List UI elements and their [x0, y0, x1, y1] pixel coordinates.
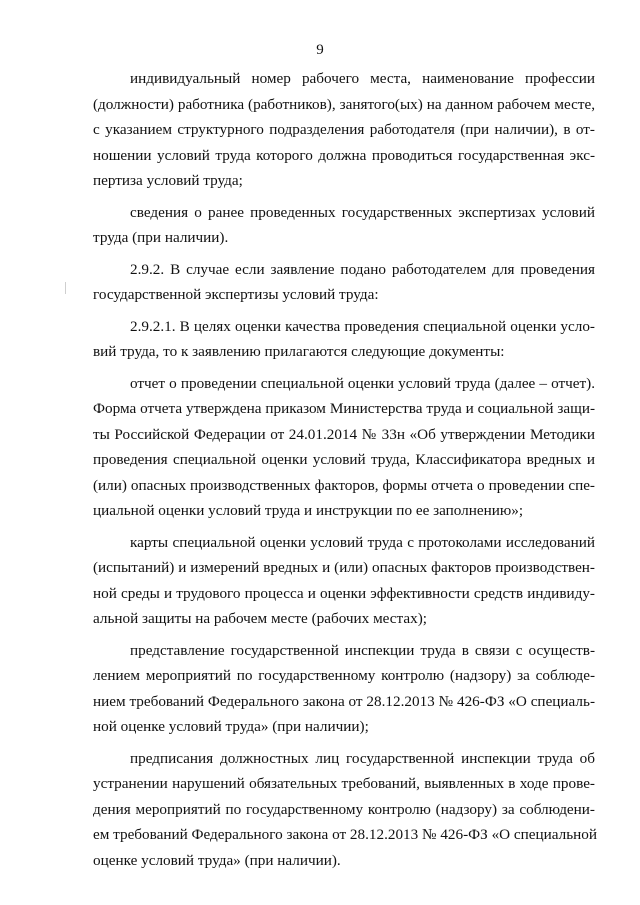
text-line: ношении условий труда которого должна проводиться государственная экс- — [93, 146, 595, 164]
text-line: (или) опасных производственных факторов, формы отчета о проведении спе- — [93, 476, 595, 494]
text-line: труда (при наличии). — [93, 229, 229, 246]
text-line: ты Российской Федерации от 24.01.2014 № 33н «Об утверждении Методики — [93, 425, 595, 443]
paragraph-2-9-2 — [93, 257, 595, 308]
text-line: проведения специальной оценки условий труда, Классификатора вредных и — [93, 451, 595, 468]
text-line: устранении нарушений обязательных требований, выявленных в ходе прове- — [93, 775, 595, 792]
text-line: циальной оценки условий труда и инструкции по ее заполнению»; — [93, 502, 524, 519]
paragraph-assessment-cards — [93, 530, 595, 632]
text-line: ной оценке условий труда» (при наличии); — [93, 718, 369, 735]
text-line: оценке условий труда» (при наличии). — [93, 851, 341, 869]
text-line: ем требований Федерального закона от 28.12.2013 № 426-ФЗ «О специальной — [93, 826, 598, 843]
paragraph-previous-expertise — [93, 200, 595, 251]
paragraph-inspection-orders — [93, 746, 598, 874]
margin-mark — [65, 282, 66, 294]
text-line: дения мероприятий по государственному контролю (надзору) за соблюдени- — [93, 800, 595, 818]
text-line: (испытаний) и измерений вредных и (или) опасных факторов производствен- — [93, 559, 595, 576]
text-line: предписания должностных лиц государственной инспекции труда об — [130, 749, 595, 767]
text-line: нием требований Федерального закона от 28.12.2013 № 426-ФЗ «О специаль- — [93, 692, 595, 710]
text-line: 2.9.2.1. В целях оценки качества проведения специальной оценки усло- — [130, 317, 595, 335]
text-line: вий труда, то к заявлению прилагаются следующие документы: — [93, 343, 505, 360]
text-line: Форма отчета утверждена приказом Министерства труда и социальной защи- — [93, 400, 595, 417]
text-line: (должности) работника (работников), занятого(ых) на данном рабочем месте, — [93, 95, 595, 113]
paragraph-inspection-submission — [93, 638, 595, 740]
text-line: 2.9.2. В случае если заявление подано работодателем для проведения — [130, 260, 595, 278]
paragraph-2-9-2-1 — [93, 314, 595, 365]
page-number: 9 — [316, 42, 324, 58]
text-line: ной среды и трудового процесса и оценки эффективности средств индивиду- — [93, 584, 595, 602]
text-line: государственной экспертизы условий труда: — [93, 286, 379, 303]
document-body — [93, 66, 598, 873]
text-line: с указанием структурного подразделения работодателя (при наличии), в от- — [93, 121, 595, 138]
text-line: представление государственной инспекции труда в связи с осуществ- — [130, 641, 595, 659]
paragraph-report — [93, 371, 595, 524]
text-line: пертиза условий труда; — [93, 172, 243, 189]
text-line: альной защиты на рабочем месте (рабочих местах); — [93, 610, 427, 627]
text-line: сведения о ранее проведенных государственных экспертизах условий — [130, 203, 595, 221]
text-line: отчет о проведении специальной оценки условий труда (далее – отчет). — [130, 374, 595, 392]
text-line: карты специальной оценки условий труда с протоколами исследований — [130, 533, 595, 551]
text-line: лением мероприятий по государственному контролю (надзору) за соблюде- — [93, 667, 595, 684]
paragraph-workplace-info — [93, 66, 595, 194]
text-line: индивидуальный номер рабочего места, наименование профессии — [130, 70, 595, 87]
